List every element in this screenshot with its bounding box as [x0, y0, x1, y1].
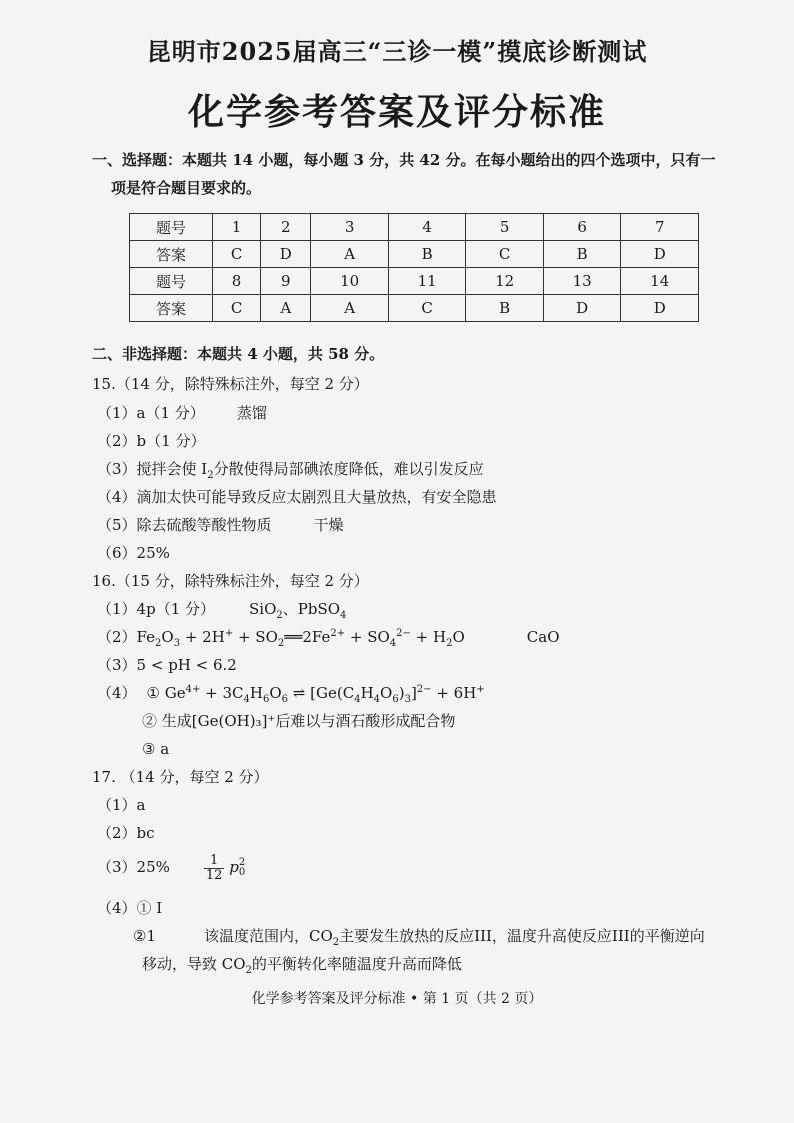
q15-answer-1: [97, 403, 267, 423]
table-cell: B: [543, 241, 621, 268]
q15-answer-2: （2）b（1 分）: [97, 432, 206, 450]
table-cell: 14: [621, 268, 699, 295]
table-cell: D: [621, 241, 699, 268]
table-cell: 1: [213, 214, 261, 241]
q17-a4-2b-pre: 移动，导致 CO: [142, 955, 246, 973]
q15-header: 15.（14 分，除特殊标注外，每空 2 分）: [92, 375, 369, 393]
q15-a3-sub: 2: [207, 470, 214, 481]
table-cell: 答案: [130, 241, 213, 268]
exam-title: 昆明市2025届高三“三诊一模”摸底诊断测试: [146, 37, 648, 66]
q16-a4-equation: ① $Ge^{4+} + 3C_4H_6O_6$ ⇌ $[Ge(C_4H_4O_6)_3]^{2-} + 6H^+$: [146, 684, 485, 705]
table-cell: 答案: [130, 295, 213, 322]
q17-answer-1: （1）a: [97, 796, 146, 814]
table-cell: 10: [311, 268, 389, 295]
q17-answer-4-2-cont: [142, 954, 462, 974]
table-cell: 8: [213, 268, 261, 295]
q15-a3-pre: （3）搅拌会使 I: [97, 460, 208, 478]
q16-a2-equation: $Fe_2O_3 + 2H^+$ + $SO_2══2Fe^{2+} + SO_4^{2-} + H_2O$: [136, 628, 465, 649]
table-cell: A: [261, 295, 311, 322]
q15-answer-3: [97, 459, 484, 479]
table-row: [130, 268, 699, 295]
fraction-denominator: 12: [205, 867, 223, 883]
q16-answer-4: [97, 683, 485, 703]
table-cell: A: [311, 295, 389, 322]
q15-a1-label: （1）a（1 分）: [97, 404, 205, 422]
q17-a4-2b-post: 的平衡转化率随温度升高而降低: [251, 955, 462, 973]
q17-answer-4-1: （4）① I: [97, 899, 163, 917]
table-cell: B: [466, 295, 544, 322]
table-cell: 7: [621, 214, 699, 241]
q17-answer-2: （2）bc: [97, 824, 155, 842]
q16-a4-label: （4）: [97, 684, 137, 702]
table-row: [130, 295, 699, 322]
table-cell: 4: [388, 214, 466, 241]
table-cell: A: [311, 241, 389, 268]
q17-a4-2-text-pre: 该温度范围内，CO: [204, 927, 333, 945]
table-cell: 11: [388, 268, 466, 295]
q17-a3-label: （3）25%: [97, 858, 170, 876]
q16-a2-label: （2）: [97, 628, 137, 646]
fraction-numerator: 1: [204, 854, 225, 869]
fraction: [204, 854, 225, 883]
q17-answer-3: [97, 852, 245, 883]
q16-a1-formula: SiO$_2$、PbSO$_4$: [249, 600, 347, 621]
q17-a4-2-text-post: 主要发生放热的反应III，温度升高使反应III的平衡逆向: [339, 927, 705, 945]
table-cell: 6: [543, 214, 621, 241]
table-cell: 题号: [130, 268, 213, 295]
table-cell: C: [213, 295, 261, 322]
table-cell: D: [621, 295, 699, 322]
q16-answer-1: [97, 599, 346, 619]
section1-line1: 一、选择题：本题共 14 小题，每小题 3 分，共 42 分。在每小题给出的四个选项中，只有一: [92, 151, 716, 169]
pressure-variable: p: [229, 858, 239, 876]
table-cell: B: [388, 241, 466, 268]
answer-table: [129, 213, 699, 322]
q16-answer-2: [97, 627, 560, 647]
table-cell: D: [543, 295, 621, 322]
q16-a2-cao: CaO: [526, 628, 560, 646]
q15-answer-6: （6）25%: [97, 544, 170, 562]
pressure-subscript: 0: [238, 867, 246, 878]
q17-header: 17. （14 分，每空 2 分）: [92, 768, 269, 786]
section2-heading: 二、非选择题：本题共 4 小题，共 58 分。: [92, 345, 385, 363]
q17-a4-2b-sub: 2: [245, 965, 252, 976]
table-cell: 12: [466, 268, 544, 295]
q15-a1-value: 蒸馏: [236, 404, 267, 422]
q15-answer-5: [97, 515, 344, 535]
q16-a1-label: （1）4p（1 分）: [97, 600, 216, 618]
table-cell: 题号: [130, 214, 213, 241]
page-footer: 化学参考答案及评分标准 • 第 1 页（共 2 页）: [251, 991, 543, 1007]
q17-a4-2-sub: 2: [332, 937, 340, 948]
document-subtitle: 化学参考答案及评分标准: [187, 91, 606, 133]
q16-answer-3: （3）5 < pH < 6.2: [97, 656, 237, 674]
q15-a5-label: （5）除去硫酸等酸性物质: [97, 516, 272, 534]
table-cell: C: [388, 295, 466, 322]
q17-a4-2-label: ②1: [133, 927, 156, 945]
table-cell: 9: [261, 268, 311, 295]
section1-line2: 项是符合题目要求的。: [111, 179, 262, 197]
q15-a5-value: 干燥: [313, 516, 344, 534]
q16-header: 16.（15 分，除特殊标注外，每空 2 分）: [92, 572, 369, 590]
table-row: [130, 241, 699, 268]
table-cell: C: [466, 241, 544, 268]
table-cell: 5: [466, 214, 544, 241]
q15-a3-post: 分散使得局部碘浓度降低，难以引发反应: [213, 460, 484, 478]
q16-answer-4-2: ② 生成[Ge(OH)₃]⁺后难以与酒石酸形成配合物: [142, 712, 456, 730]
table-cell: C: [213, 241, 261, 268]
q16-answer-4-3: ③ a: [142, 740, 170, 758]
table-cell: 2: [261, 214, 311, 241]
pressure-exponent: 2: [238, 857, 246, 868]
table-cell: D: [261, 241, 311, 268]
table-row: [130, 214, 699, 241]
table-cell: 13: [543, 268, 621, 295]
table-cell: 3: [311, 214, 389, 241]
q15-answer-4: （4）滴加太快可能导致反应太剧烈且大量放热，有安全隐患: [97, 488, 497, 506]
q17-answer-4-2: [133, 926, 705, 946]
